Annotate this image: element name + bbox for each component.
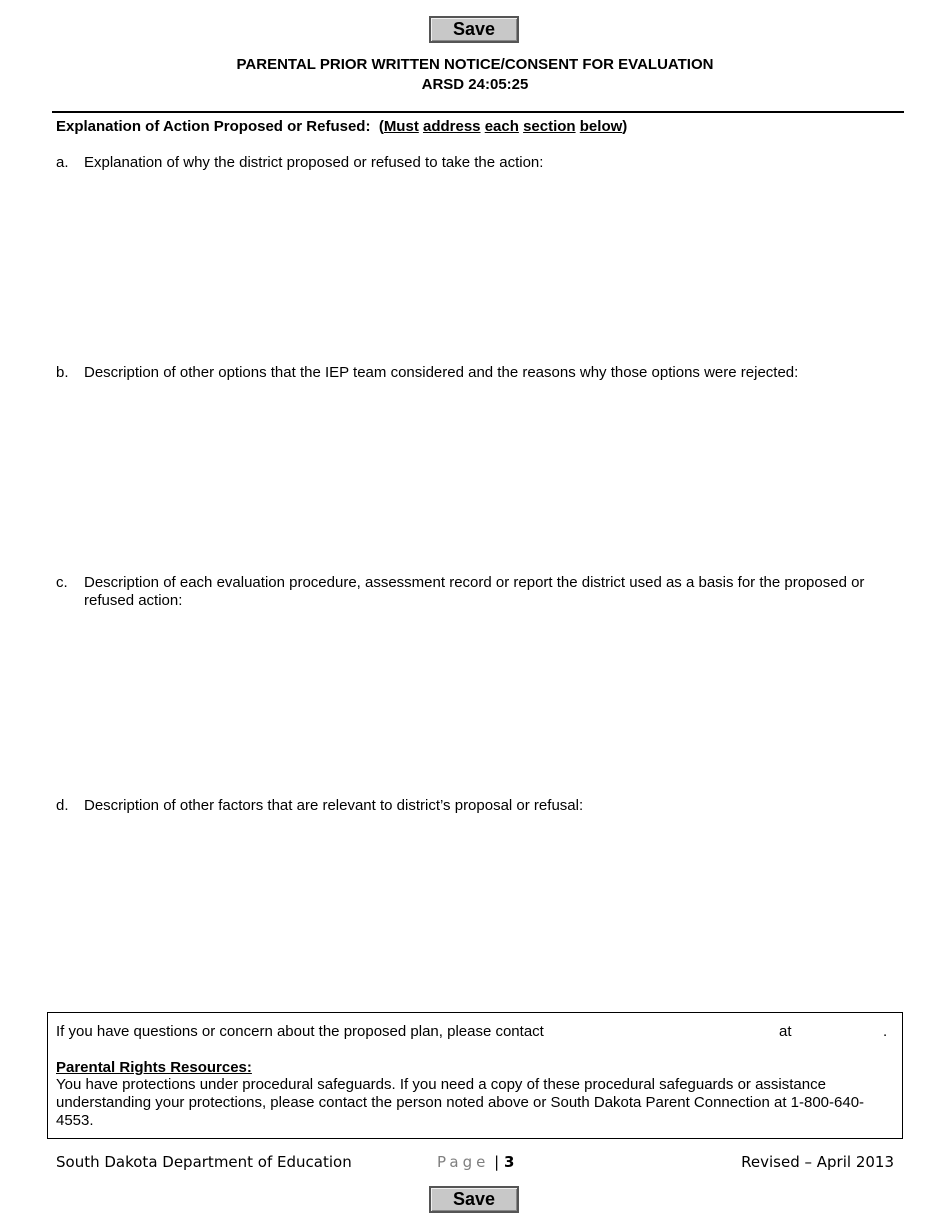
parental-rights-title: Parental Rights Resources: bbox=[56, 1059, 252, 1076]
item-letter: c. bbox=[56, 574, 68, 591]
item-a bbox=[56, 154, 896, 172]
item-letter: d. bbox=[56, 797, 69, 814]
item-text: Description of other factors that are relevant to district’s proposal or refusal: bbox=[84, 797, 584, 814]
footer-page-word: Page bbox=[437, 1153, 490, 1171]
item-d bbox=[56, 797, 896, 815]
save-button-top[interactable]: Save bbox=[429, 16, 519, 43]
contact-line: If you have questions or concern about the proposed plan, please contact bbox=[56, 1023, 544, 1040]
footer-organization: South Dakota Department of Education bbox=[56, 1153, 352, 1171]
item-text: Description of other options that the IEP team considered and the reasons why those options were rejected: bbox=[84, 364, 799, 381]
word-each: each bbox=[484, 118, 519, 135]
item-letter: b. bbox=[56, 364, 69, 381]
footer-revised: Revised – April 2013 bbox=[741, 1153, 894, 1171]
section-close-paren: ) bbox=[622, 118, 628, 135]
form-title: PARENTAL PRIOR WRITTEN NOTICE/CONSENT FOR EVALUATION bbox=[236, 56, 714, 73]
save-button-bottom[interactable]: Save bbox=[429, 1186, 519, 1213]
contact-at-label: at bbox=[779, 1023, 792, 1040]
header-divider bbox=[52, 111, 904, 113]
contact-box bbox=[47, 1012, 903, 1139]
footer-page-number: 3 bbox=[503, 1153, 515, 1171]
section-heading-text: Explanation of Action Proposed or Refused: bbox=[56, 118, 371, 135]
item-c bbox=[56, 574, 896, 610]
item-b bbox=[56, 364, 896, 382]
form-subtitle: ARSD 24:05:25 bbox=[421, 76, 529, 93]
footer-page-indicator bbox=[437, 1153, 514, 1171]
item-text: Explanation of why the district proposed or refused to take the action: bbox=[84, 154, 544, 171]
section-open-paren: ( bbox=[378, 118, 384, 135]
footer-separator: | bbox=[494, 1153, 500, 1171]
word-must: Must bbox=[383, 118, 419, 135]
item-text: Description of each evaluation procedure, assessment record or report the district used as a basis for the proposed or refused action: bbox=[84, 574, 865, 609]
word-below: below bbox=[579, 118, 623, 135]
parental-rights-text: You have protections under procedural safeguards. If you need a copy of these procedural safeguards or assistance understanding your protections, please contact the person noted above or South Dakota Parent Connection at 1-800-640-4553. bbox=[56, 1076, 865, 1129]
word-section: section bbox=[523, 118, 576, 135]
section-heading bbox=[56, 118, 627, 135]
contact-period: . bbox=[883, 1023, 888, 1040]
item-letter: a. bbox=[56, 154, 69, 171]
word-address: address bbox=[422, 118, 481, 135]
